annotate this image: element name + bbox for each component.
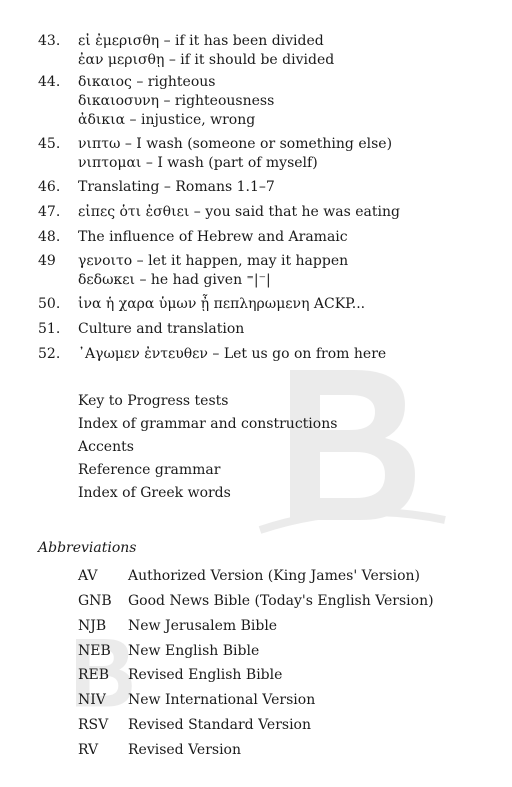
entry-line: ἐαν μερισθῃ – if it should be divided (78, 52, 335, 68)
entry-line: ἀδικια – injustice, wrong (78, 112, 256, 128)
back-matter-item: Index of Greek words (78, 485, 231, 501)
entry-number: 44. (38, 74, 61, 90)
back-matter-item: Index of grammar and constructions (78, 416, 338, 432)
abbreviation-meaning: Revised Standard Version (128, 717, 311, 733)
entry-line: δικαιοσυνη – righteousness (78, 93, 275, 109)
entry-number: 45. (38, 136, 61, 152)
abbreviation-code: NIV (78, 692, 106, 708)
abbreviation-code: NEB (78, 643, 111, 659)
abbreviation-code: RV (78, 742, 99, 758)
abbreviation-row (78, 741, 241, 760)
abbreviation-meaning: New English Bible (128, 643, 260, 659)
entry-line: δικαιος – righteous (78, 74, 216, 90)
entry-number: 51. (38, 321, 61, 337)
entry-number: 43. (38, 33, 61, 49)
entry-line: Culture and translation (78, 321, 245, 337)
entry-line: Translating – Romans 1.1–7 (78, 179, 275, 195)
back-matter-item: Reference grammar (78, 462, 221, 478)
abbreviation-meaning: Good News Bible (Today's English Version) (128, 593, 434, 609)
abbreviation-row (78, 567, 420, 586)
entry-number: 52. (38, 346, 61, 362)
back-matter-item: Key to Progress tests (78, 393, 229, 409)
abbreviation-code: AV (78, 568, 98, 584)
abbreviation-code: NJB (78, 618, 107, 634)
watermark-logo-icon (250, 350, 450, 550)
abbreviation-code: REB (78, 667, 110, 683)
abbreviations-heading: Abbreviations (38, 540, 137, 556)
abbreviation-row (78, 592, 434, 611)
abbreviation-row (78, 691, 315, 710)
abbreviation-code: GNB (78, 593, 112, 609)
abbreviation-meaning: Revised Version (128, 742, 242, 758)
entry-line: εἰ ἐμερισθη – if it has been divided (78, 33, 324, 49)
entry-number: 48. (38, 229, 61, 245)
entry-line: ᾿Αγωμεν ἐντευθεν – Let us go on from here (78, 346, 387, 362)
abbreviation-row (78, 666, 282, 685)
abbreviation-code: RSV (78, 717, 109, 733)
entry-number: 50. (38, 296, 61, 312)
back-matter-item: Accents (78, 439, 134, 455)
abbreviation-row (78, 642, 259, 661)
entry-number: 46. (38, 179, 61, 195)
entry-number: 49 (38, 253, 56, 269)
entry-line: νιπτω – I wash (someone or something else) (78, 136, 393, 152)
abbreviation-meaning: Revised English Bible (128, 667, 283, 683)
abbreviation-meaning: New Jerusalem Bible (128, 618, 278, 634)
entry-line: δεδωκει – he had given ⁼|⁻| (78, 272, 271, 288)
entry-line: ἱνα ἡ χαρα ὑμων ᾖ πεπληρωμενη ACKP... (78, 296, 366, 312)
entry-line: γενοιτο – let it happen, may it happen (78, 253, 349, 269)
abbreviation-row (78, 716, 311, 735)
entry-line: νιπτομαι – I wash (part of myself) (78, 155, 318, 171)
abbreviation-meaning: New International Version (128, 692, 316, 708)
entry-number: 47. (38, 204, 61, 220)
entry-line: εἰπες ὁτι ἐσθιει – you said that he was eating (78, 204, 400, 220)
abbreviation-meaning: Authorized Version (King James' Version) (128, 568, 421, 584)
abbreviation-row (78, 617, 277, 636)
entry-line: The influence of Hebrew and Aramaic (78, 229, 348, 245)
